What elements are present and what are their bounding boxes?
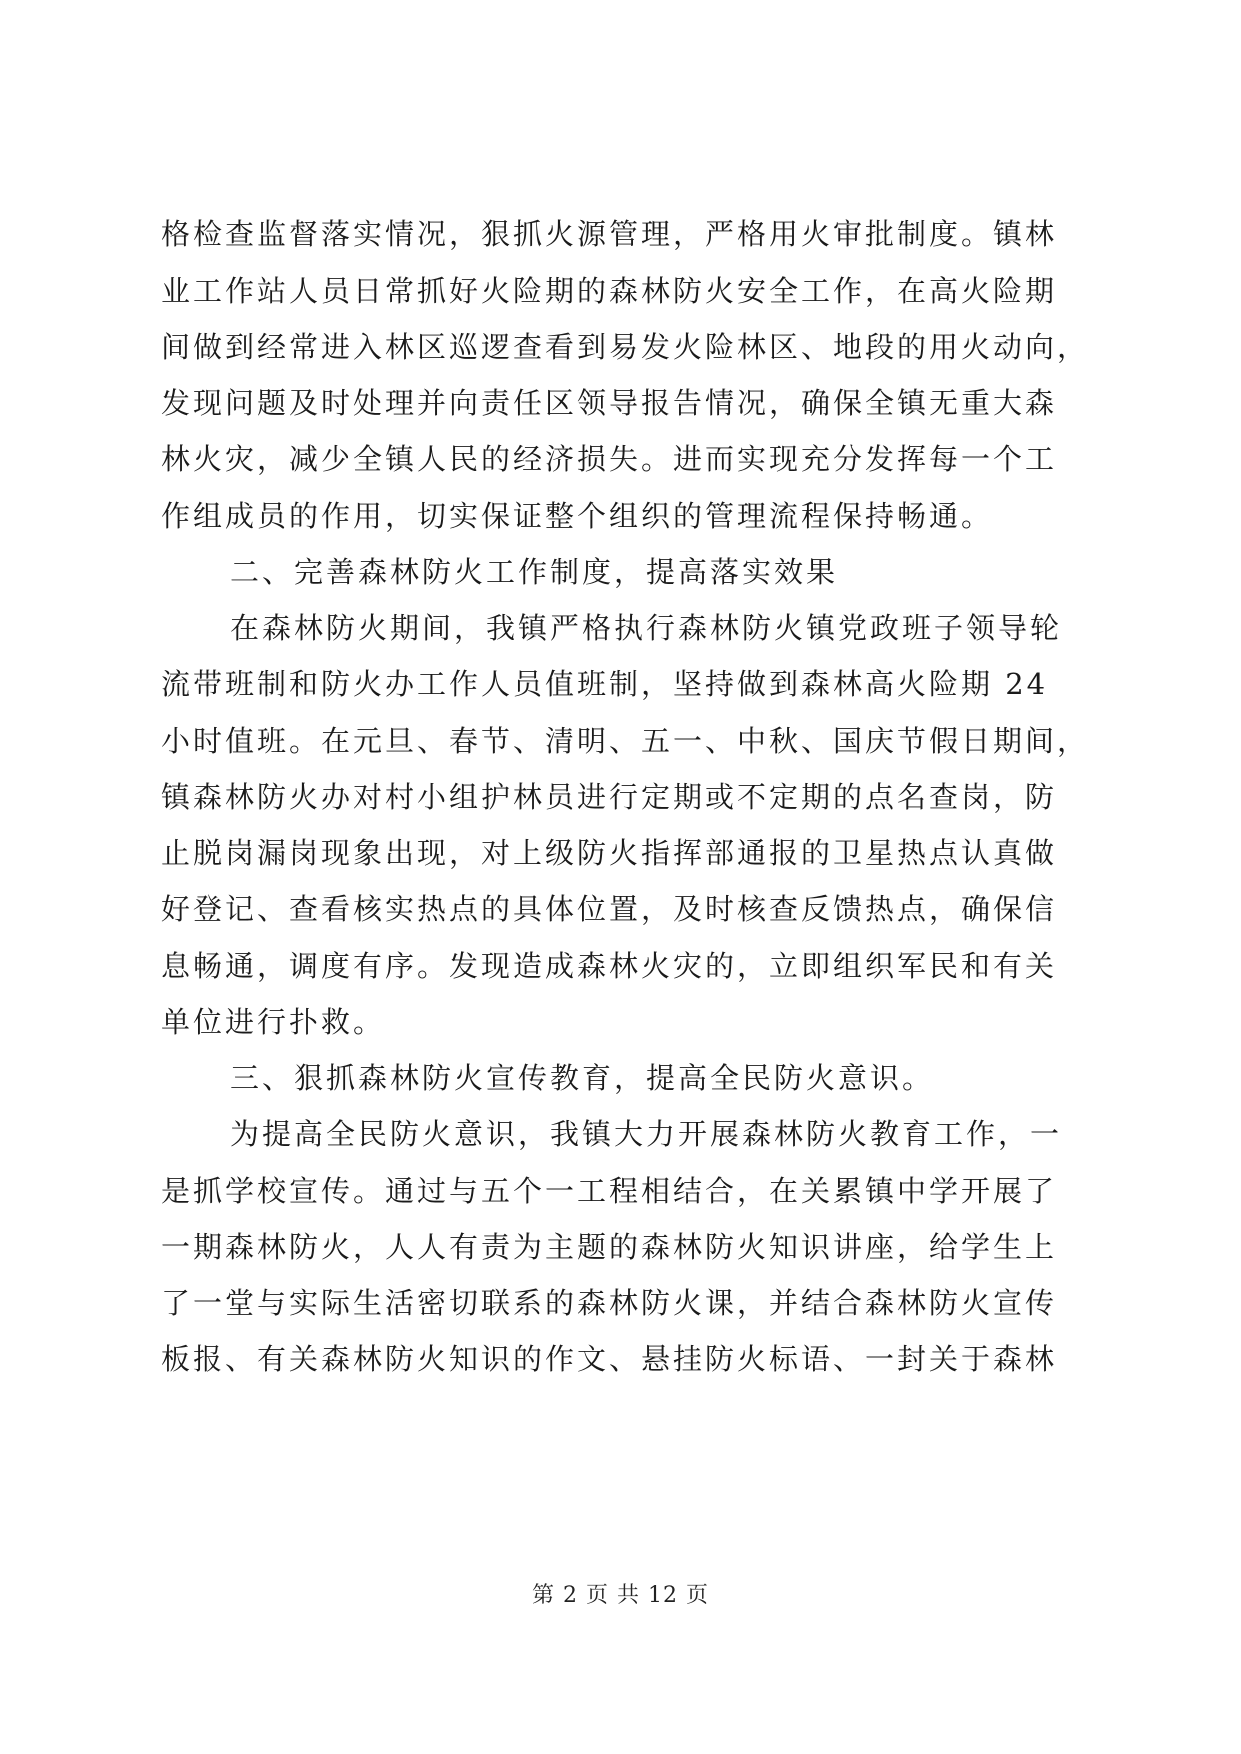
body-line: 板报、有关森林防火知识的作文、悬挂防火标语、一封关于森林 (161, 1342, 1058, 1376)
body-line: 小时值班。在元旦、春节、清明、五一、中秋、国庆节假日期间， (161, 724, 1090, 758)
body-line: 息畅通，调度有序。发现造成森林火灾的，立即组织军民和有关 (161, 949, 1058, 983)
body-line: 林火灾，减少全镇人民的经济损失。进而实现充分发挥每一个工 (161, 442, 1058, 476)
body-line: 业工作站人员日常抓好火险期的森林防火安全工作，在高火险期 (161, 274, 1058, 308)
body-line: 发现问题及时处理并向责任区领导报告情况，确保全镇无重大森 (161, 386, 1058, 420)
body-line: 间做到经常进入林区巡逻查看到易发火险林区、地段的用火动向， (161, 330, 1090, 364)
page-number-footer: 第 2 页 共 12 页 (532, 1583, 709, 1608)
body-line: 是抓学校宣传。通过与五个一工程相结合，在关累镇中学开展了 (161, 1174, 1058, 1208)
body-line: 作组成员的作用，切实保证整个组织的管理流程保持畅通。 (161, 499, 994, 533)
section-heading: 三、狠抓森林防火宣传教育，提高全民防火意识。 (230, 1061, 935, 1095)
body-line: 流带班制和防火办工作人员值班制，坚持做到森林高火险期 24 (161, 667, 1049, 701)
body-line: 单位进行扑救。 (161, 1005, 386, 1039)
body-line: 格检查监督落实情况，狠抓火源管理，严格用火审批制度。镇林 (161, 217, 1058, 251)
body-line: 在森林防火期间，我镇严格执行森林防火镇党政班子领导轮 (230, 611, 1063, 645)
body-line: 好登记、查看核实热点的具体位置，及时核查反馈热点，确保信 (161, 892, 1058, 926)
body-line: 了一堂与实际生活密切联系的森林防火课，并结合森林防火宣传 (161, 1286, 1058, 1320)
body-line: 一期森林防火，人人有责为主题的森林防火知识讲座，给学生上 (161, 1230, 1058, 1264)
body-line: 镇森林防火办对村小组护林员进行定期或不定期的点名查岗，防 (161, 780, 1058, 814)
body-line: 为提高全民防火意识，我镇大力开展森林防火教育工作，一 (230, 1117, 1063, 1151)
section-heading: 二、完善森林防火工作制度，提高落实效果 (230, 555, 839, 589)
body-line: 止脱岗漏岗现象出现，对上级防火指挥部通报的卫星热点认真做 (161, 836, 1058, 870)
